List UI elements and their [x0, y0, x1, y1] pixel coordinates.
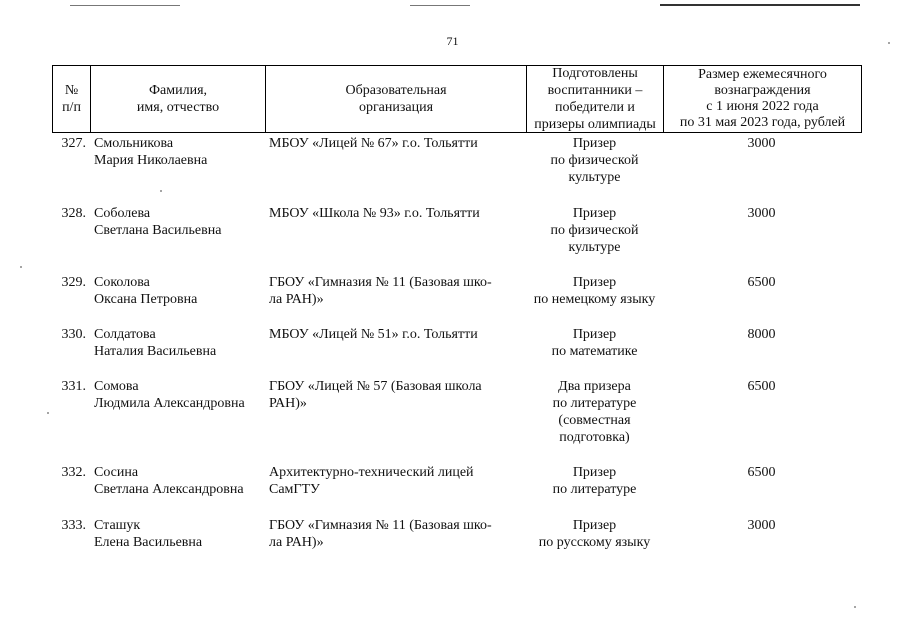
- table-row: [52, 274, 862, 314]
- scan-speck: [854, 606, 856, 608]
- organization: ГБОУ «Гимназия № 11 (Базовая шко- ла РАН)»: [269, 275, 492, 307]
- row-number: 333.: [61, 518, 86, 533]
- achievement: Призер по математике: [551, 327, 638, 359]
- person-name: Сосина Светлана Александровна: [94, 465, 244, 497]
- person-name: Сомова Людмила Александровна: [94, 379, 245, 411]
- award-amount: 3000: [747, 206, 776, 221]
- scan-artifact-line: [660, 4, 860, 6]
- row-number: 330.: [61, 327, 86, 342]
- row-number: 328.: [61, 206, 86, 221]
- page-number: 71: [446, 34, 459, 48]
- table-row: [52, 135, 862, 201]
- scan-artifact-line: [410, 5, 470, 6]
- award-amount: 6500: [747, 275, 776, 290]
- row-number: 331.: [61, 379, 86, 394]
- achievement: Призер по немецкому языку: [533, 275, 656, 307]
- table-row: [52, 378, 862, 448]
- award-table: [52, 65, 862, 550]
- organization: ГБОУ «Лицей № 57 (Базовая школа РАН)»: [269, 379, 482, 411]
- organization: МБОУ «Лицей № 67» г.о. Тольятти: [269, 136, 478, 151]
- achievement: Призер по русскому языку: [538, 518, 651, 550]
- header-full-name: Фамилия, имя, отчество: [91, 66, 266, 132]
- award-amount: 6500: [747, 465, 776, 480]
- table-row: [52, 326, 862, 366]
- table-header: [52, 65, 862, 133]
- person-name: Сташук Елена Васильевна: [94, 518, 203, 550]
- person-name: Смольникова Мария Николаевна: [94, 136, 208, 168]
- organization: МБОУ «Лицей № 51» г.о. Тольятти: [269, 327, 478, 342]
- table-row: [52, 517, 862, 557]
- row-number: 329.: [61, 275, 86, 290]
- achievement: Призер по физической культуре: [550, 136, 639, 185]
- scan-speck: [20, 266, 22, 268]
- award-amount: 6500: [747, 379, 776, 394]
- organization: ГБОУ «Гимназия № 11 (Базовая шко- ла РАН)»: [269, 518, 492, 550]
- header-achievement: Подготовлены воспитанники – победители и призеры олимпиады: [527, 66, 664, 132]
- header-award-amount: Размер ежемесячного вознаграждения с 1 июня 2022 года по 31 мая 2023 года, рублей: [679, 67, 846, 130]
- header-number: № п/п: [53, 66, 91, 132]
- award-amount: 3000: [747, 136, 776, 151]
- award-amount: 3000: [747, 518, 776, 533]
- person-name: Солдатова Наталия Васильевна: [94, 327, 217, 359]
- organization: МБОУ «Школа № 93» г.о. Тольятти: [269, 206, 480, 221]
- person-name: Соколова Оксана Петровна: [94, 275, 198, 307]
- scan-speck: [47, 412, 49, 414]
- table-row: [52, 464, 862, 504]
- row-number: 327.: [61, 136, 86, 151]
- scan-artifact-line: [70, 5, 180, 6]
- award-amount: 8000: [747, 327, 776, 342]
- table-row: [52, 205, 862, 271]
- person-name: Соболева Светлана Васильевна: [94, 206, 222, 238]
- achievement: Призер по физической культуре: [550, 206, 639, 255]
- achievement: Два призера по литературе (совместная подготовка): [552, 379, 637, 445]
- header-organization: Образовательная организация: [266, 66, 527, 132]
- achievement: Призер по литературе: [552, 465, 637, 497]
- organization: Архитектурно-технический лицей СамГТУ: [269, 465, 474, 497]
- row-number: 332.: [61, 465, 86, 480]
